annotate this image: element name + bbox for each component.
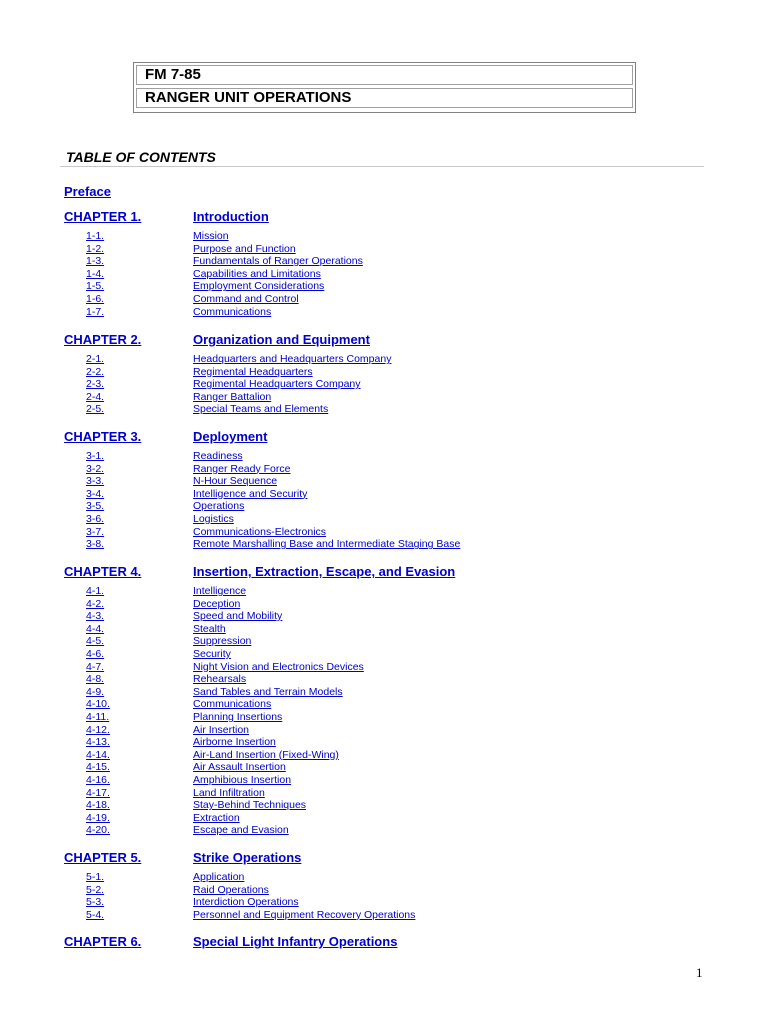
- toc-section-row: [86, 268, 686, 280]
- section-title-link[interactable]: Readiness: [193, 450, 243, 462]
- document-code: FM 7-85: [136, 65, 633, 85]
- section-title-link[interactable]: Stealth: [193, 622, 226, 635]
- chapter-title-link[interactable]: Strike Operations: [193, 850, 302, 865]
- section-number-link[interactable]: 4-14.: [86, 748, 110, 761]
- toc-section-row: [86, 648, 686, 660]
- chapter-number-link[interactable]: CHAPTER 2.: [64, 332, 142, 347]
- toc-section-row: [86, 353, 686, 365]
- section-number-link[interactable]: 1-4.: [86, 267, 105, 280]
- section-number-link[interactable]: 4-6.: [86, 648, 105, 660]
- toc-section-row: [86, 698, 686, 710]
- section-number-link[interactable]: 3-2.: [86, 462, 105, 475]
- section-title-link[interactable]: Speed and Mobility: [193, 610, 283, 623]
- chapter-number-link[interactable]: CHAPTER 5.: [64, 850, 142, 865]
- toc-section-row: [86, 635, 686, 647]
- section-number-link[interactable]: 3-7.: [86, 525, 105, 538]
- toc-section-row: [86, 255, 686, 267]
- section-number-link[interactable]: 1-2.: [86, 242, 105, 255]
- section-number-link[interactable]: 4-17.: [86, 786, 110, 799]
- section-number-link[interactable]: 4-20.: [86, 824, 110, 837]
- document-title: RANGER UNIT OPERATIONS: [136, 88, 633, 108]
- section-title-link[interactable]: Ranger Ready Force: [193, 462, 291, 475]
- section-number-link[interactable]: 5-4.: [86, 908, 105, 921]
- toc-section-row: [86, 824, 686, 836]
- preface-link[interactable]: Preface: [64, 184, 111, 199]
- toc-section-row: [86, 787, 686, 799]
- section-title-link[interactable]: Air Insertion: [193, 723, 250, 736]
- toc-section-row: [86, 526, 686, 538]
- section-number-link[interactable]: 1-7.: [86, 305, 105, 318]
- section-title-link[interactable]: Mission: [193, 230, 229, 242]
- section-title-link[interactable]: Employment Considerations: [193, 280, 325, 293]
- section-title-link[interactable]: Application: [193, 871, 245, 883]
- section-number-link[interactable]: 4-10.: [86, 698, 110, 711]
- section-number-link[interactable]: 3-8.: [86, 538, 105, 551]
- chapter-title-link[interactable]: Insertion, Extraction, Escape, and Evasion: [193, 564, 456, 579]
- toc-section-row: [86, 450, 686, 462]
- section-title-link[interactable]: Fundamentals of Ranger Operations: [193, 255, 363, 268]
- chapter-heading: [64, 934, 704, 950]
- section-number-link[interactable]: 4-1.: [86, 585, 105, 597]
- section-title-link[interactable]: Air Assault Insertion: [193, 761, 286, 774]
- section-number-link[interactable]: 4-8.: [86, 673, 105, 686]
- section-title-link[interactable]: N-Hour Sequence: [193, 475, 278, 488]
- chapter-number-link[interactable]: CHAPTER 6.: [64, 934, 142, 949]
- chapter-heading: [64, 564, 704, 580]
- section-number-link[interactable]: 1-6.: [86, 293, 105, 305]
- chapter-heading: [64, 209, 704, 225]
- toc-section-row: [86, 230, 686, 242]
- toc-section-row: [86, 623, 686, 635]
- toc-section-row: [86, 736, 686, 748]
- chapter-number-link[interactable]: CHAPTER 4.: [64, 564, 142, 579]
- page-number: 1: [696, 965, 703, 980]
- section-number-link[interactable]: 3-4.: [86, 487, 105, 500]
- section-title-link[interactable]: Intelligence: [193, 585, 247, 597]
- section-number-link[interactable]: 4-19.: [86, 811, 110, 824]
- section-number-link[interactable]: 4-5.: [86, 635, 105, 648]
- toc-section-row: [86, 711, 686, 723]
- section-number-link[interactable]: 4-4.: [86, 622, 105, 635]
- toc-section-row: [86, 463, 686, 475]
- section-number-link[interactable]: 4-18.: [86, 799, 110, 812]
- toc-divider: [60, 166, 704, 167]
- toc-section-row: [86, 243, 686, 255]
- document-title-box: [133, 62, 636, 113]
- chapter-heading: [64, 429, 704, 445]
- section-number-link[interactable]: 4-16.: [86, 774, 110, 786]
- section-number-link[interactable]: 4-15.: [86, 761, 110, 774]
- section-number-link[interactable]: 1-3.: [86, 255, 105, 268]
- section-number-link[interactable]: 4-11.: [86, 711, 110, 723]
- section-number-link[interactable]: 4-3.: [86, 610, 105, 623]
- toc-section-row: [86, 749, 686, 761]
- section-number-link[interactable]: 5-3.: [86, 896, 105, 909]
- toc-section-row: [86, 391, 686, 403]
- toc-section-row: [86, 884, 686, 896]
- chapter-title-link[interactable]: Deployment: [193, 429, 268, 444]
- section-title-link[interactable]: Airborne Insertion: [193, 736, 276, 749]
- toc-section-row: [86, 598, 686, 610]
- toc-section-row: [86, 896, 686, 908]
- section-number-link[interactable]: 4-7.: [86, 660, 105, 673]
- section-title-link[interactable]: Deception: [193, 597, 241, 610]
- toc-section-row: [86, 500, 686, 512]
- section-title-link[interactable]: Remote Marshalling Base and Intermediate Staging Base: [193, 538, 461, 551]
- section-number-link[interactable]: 1-1.: [86, 230, 105, 242]
- toc-section-row: [86, 403, 686, 415]
- section-number-link[interactable]: 3-5.: [86, 500, 105, 513]
- section-title-link[interactable]: Communications-Electronics: [193, 525, 327, 538]
- section-title-link[interactable]: Night Vision and Electronics Devices: [193, 660, 364, 673]
- chapter-title-link[interactable]: Organization and Equipment: [193, 332, 370, 347]
- toc-section-row: [86, 475, 686, 487]
- section-title-link[interactable]: Rehearsals: [193, 673, 247, 686]
- toc-section-row: [86, 686, 686, 698]
- section-title-link[interactable]: Extraction: [193, 811, 240, 824]
- toc-section-row: [86, 366, 686, 378]
- section-number-link[interactable]: 2-2.: [86, 365, 105, 378]
- section-title-link[interactable]: Raid Operations: [193, 883, 269, 896]
- section-title-link[interactable]: Sand Tables and Terrain Models: [193, 685, 343, 698]
- toc-section-row: [86, 585, 686, 597]
- chapter-heading: [64, 850, 704, 866]
- section-number-link[interactable]: 5-1.: [86, 871, 105, 883]
- section-title-link[interactable]: Intelligence and Security: [193, 487, 308, 500]
- chapter-number-link[interactable]: CHAPTER 3.: [64, 429, 142, 444]
- section-number-link[interactable]: 4-13.: [86, 736, 110, 749]
- section-number-link[interactable]: 5-2.: [86, 883, 105, 896]
- section-number-link[interactable]: 1-5.: [86, 280, 105, 293]
- toc-section-row: [86, 909, 686, 921]
- section-number-link[interactable]: 3-3.: [86, 475, 105, 488]
- toc-section-row: [86, 871, 686, 883]
- section-title-link[interactable]: Escape and Evasion: [193, 824, 289, 837]
- section-title-link[interactable]: Communications: [193, 698, 272, 711]
- chapter-title-link[interactable]: Special Light Infantry Operations: [193, 934, 398, 949]
- toc-section-row: [86, 306, 686, 318]
- section-title-link[interactable]: Communications: [193, 305, 272, 318]
- toc-section-row: [86, 513, 686, 525]
- section-title-link[interactable]: Stay-Behind Techniques: [193, 799, 307, 812]
- chapter-title-link[interactable]: Introduction: [193, 209, 269, 224]
- toc-section-row: [86, 799, 686, 811]
- section-title-link[interactable]: Regimental Headquarters Company: [193, 378, 361, 391]
- section-title-link[interactable]: Personnel and Equipment Recovery Operations: [193, 908, 416, 921]
- toc-section-row: [86, 538, 686, 550]
- section-number-link[interactable]: 4-9.: [86, 685, 105, 698]
- toc-section-row: [86, 293, 686, 305]
- section-number-link[interactable]: 2-1.: [86, 353, 105, 365]
- section-number-link[interactable]: 2-4.: [86, 390, 105, 403]
- section-title-link[interactable]: Suppression: [193, 635, 252, 648]
- section-title-link[interactable]: Air-Land Insertion (Fixed-Wing): [193, 748, 339, 761]
- section-number-link[interactable]: 2-3.: [86, 378, 105, 391]
- toc-heading: TABLE OF CONTENTS: [66, 149, 216, 165]
- toc-section-row: [86, 812, 686, 824]
- toc-section-row: [86, 280, 686, 292]
- toc-section-row: [86, 661, 686, 673]
- toc-section-row: [86, 761, 686, 773]
- section-title-link[interactable]: Command and Control: [193, 293, 299, 305]
- section-title-link[interactable]: Ranger Battalion: [193, 390, 272, 403]
- section-number-link[interactable]: 3-1.: [86, 450, 105, 462]
- section-title-link[interactable]: Planning Insertions: [193, 711, 283, 723]
- section-title-link[interactable]: Operations: [193, 500, 245, 513]
- section-number-link[interactable]: 4-2.: [86, 597, 105, 610]
- toc-section-row: [86, 378, 686, 390]
- chapter-number-link[interactable]: CHAPTER 1.: [64, 209, 142, 224]
- toc-section-row: [86, 774, 686, 786]
- section-title-link[interactable]: Purpose and Function: [193, 242, 296, 255]
- toc-section-row: [86, 610, 686, 622]
- section-title-link[interactable]: Security: [193, 648, 231, 660]
- section-number-link[interactable]: 2-5.: [86, 403, 105, 416]
- section-title-link[interactable]: Amphibious Insertion: [193, 774, 292, 786]
- toc-section-row: [86, 673, 686, 685]
- toc-section-row: [86, 724, 686, 736]
- section-number-link[interactable]: 3-6.: [86, 513, 105, 525]
- section-title-link[interactable]: Logistics: [193, 513, 234, 525]
- section-title-link[interactable]: Interdiction Operations: [193, 896, 299, 909]
- section-title-link[interactable]: Regimental Headquarters: [193, 365, 313, 378]
- section-title-link[interactable]: Capabilities and Limitations: [193, 267, 321, 280]
- section-title-link[interactable]: Special Teams and Elements: [193, 403, 329, 416]
- chapter-heading: [64, 332, 704, 348]
- section-number-link[interactable]: 4-12.: [86, 723, 110, 736]
- section-title-link[interactable]: Headquarters and Headquarters Company: [193, 353, 392, 365]
- section-title-link[interactable]: Land Infiltration: [193, 786, 265, 799]
- toc-section-row: [86, 488, 686, 500]
